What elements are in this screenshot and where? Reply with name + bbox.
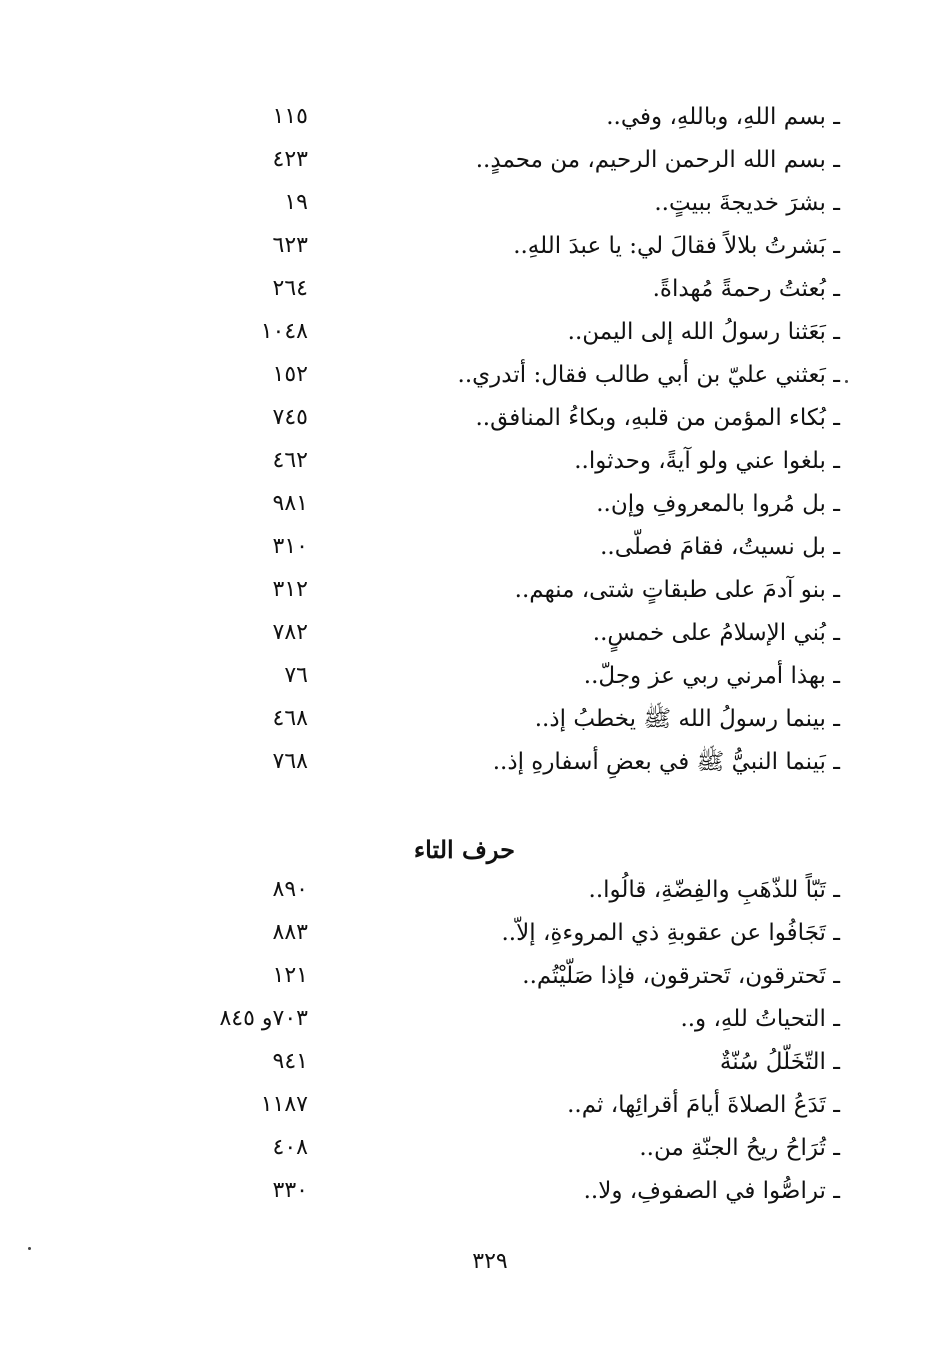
entry-page-number: ٤٢٣ <box>272 147 308 172</box>
entry-page-number: ١٠٤٨ <box>260 319 308 344</box>
index-entry <box>150 143 840 183</box>
index-entry <box>150 916 840 956</box>
index-entry <box>150 745 840 785</box>
index-entry <box>150 873 840 913</box>
index-entry <box>150 659 840 699</box>
entry-page-number: ٧٠٣و ٨٤٥ <box>219 1006 308 1031</box>
index-entry <box>150 272 840 312</box>
index-entry <box>150 229 840 269</box>
entry-page-number: ٧٤٥ <box>272 405 308 430</box>
entry-page-number: ٧٦ <box>284 663 308 688</box>
index-entry <box>150 315 840 355</box>
entry-text: ـ بَعثني عليّ بن أبي طالب فقال: أتدري.. <box>457 362 840 388</box>
entry-text: ـ تَدَعُ الصلاةَ أيامَ أقرائِها، ثم.. <box>567 1092 840 1118</box>
index-entry <box>150 1174 840 1214</box>
index-entry <box>150 487 840 527</box>
entry-text: ـ التحياتُ للهِ، و.. <box>680 1006 840 1032</box>
entry-page-number: ٤٠٨ <box>272 1135 308 1160</box>
index-entry <box>150 186 840 226</box>
index-entry <box>150 1002 840 1042</box>
entry-page-number: ٤٦٢ <box>272 448 308 473</box>
entry-text: ـ بَينما النبيُّ ﷺ في بعضِ أسفارهِ إذ.. <box>492 749 840 775</box>
index-entry <box>150 1088 840 1128</box>
scan-speck <box>845 380 848 383</box>
entry-text: ـ بسم الله الرحمن الرحيم، من محمدٍ.. <box>475 147 840 173</box>
section-heading: حرف التاء <box>413 835 515 864</box>
entry-text: ـ بلغوا عني ولو آيةً، وحدثوا.. <box>574 448 840 474</box>
entry-text: ـ بنو آدمَ على طبقاتٍ شتى، منهم.. <box>514 577 840 603</box>
entry-page-number: ٧٦٨ <box>272 749 308 774</box>
entry-page-number: ٣١٢ <box>272 577 308 602</box>
entry-text: ـ بشرَ خديجةَ ببيتٍ.. <box>654 190 840 216</box>
index-entry <box>150 358 840 398</box>
entry-text: ـ تَحترقون، تَحترقون، فإذا صَلّيْتُم.. <box>522 963 840 989</box>
entry-page-number: ٨٨٣ <box>272 920 308 945</box>
entry-text: ـ بُكاء المؤمن من قلبهِ، وبكاءُ المنافق.. <box>475 405 840 431</box>
entry-text: ـ تَبّاً للذّهَبِ والفِضّةِ، قالُوا.. <box>588 877 840 903</box>
entry-page-number: ١٩ <box>284 190 308 215</box>
entry-text: ـ بَشرتُ بلالاً فقالَ لي: يا عبدَ اللهِ.. <box>513 233 840 259</box>
entry-page-number: ١١٨٧ <box>260 1092 308 1117</box>
scan-speck <box>28 1247 31 1250</box>
entry-text: ـ بَعَثنا رسولُ الله إلى اليمن.. <box>567 319 840 345</box>
entry-text: ـ بسم اللهِ، وباللهِ، وفي.. <box>606 104 840 130</box>
index-entry <box>150 702 840 742</box>
entry-text: ـ بل مُروا بالمعروفِ وإن.. <box>596 491 840 517</box>
index-entry <box>150 1045 840 1085</box>
entry-page-number: ١٢١ <box>272 963 308 988</box>
index-entry <box>150 444 840 484</box>
entry-text: ـ بينما رسولُ الله ﷺ يخطبُ إذ.. <box>534 706 840 732</box>
entry-text: ـ التّخَلّلُ سُنّةٌ <box>719 1049 840 1075</box>
entry-page-number: ٣١٠ <box>272 534 308 559</box>
index-entry <box>150 1131 840 1171</box>
page-number: ٣٢٩ <box>472 1249 508 1274</box>
index-entry <box>150 100 840 140</box>
entry-text: ـ بهذا أمرني ربي عز وجلّ.. <box>583 663 840 689</box>
entry-page-number: ٦٢٣ <box>272 233 308 258</box>
entry-text: ـ بُعثتُ رحمةً مُهداةً. <box>652 276 840 302</box>
entry-text: ـ تَجَافُوا عن عقوبةِ ذي المروءةِ، إلاّ.. <box>501 920 840 946</box>
entry-page-number: ٩٨١ <box>272 491 308 516</box>
entry-page-number: ٢٦٤ <box>272 276 308 301</box>
entry-page-number: ٩٤١ <box>272 1049 308 1074</box>
index-entry <box>150 959 840 999</box>
index-entry <box>150 616 840 656</box>
entry-text: ـ تراصُّوا في الصفوفِ، ولا.. <box>583 1178 840 1204</box>
entry-page-number: ٧٨٢ <box>272 620 308 645</box>
entry-page-number: ١١٥ <box>272 104 308 129</box>
entry-page-number: ٨٩٠ <box>272 877 308 902</box>
entry-text: ـ تُرَاحُ ريحُ الجنّةِ من.. <box>639 1135 840 1161</box>
entry-page-number: ٣٣٠ <box>272 1178 308 1203</box>
index-entry <box>150 401 840 441</box>
index-entry <box>150 530 840 570</box>
entry-text: ـ بُني الإسلامُ على خمسٍ.. <box>592 620 840 646</box>
entry-text: ـ بل نسيتُ، فقامَ فصلّى.. <box>600 534 840 560</box>
index-entry <box>150 573 840 613</box>
entry-page-number: ٤٦٨ <box>272 706 308 731</box>
entry-page-number: ١٥٢ <box>272 362 308 387</box>
